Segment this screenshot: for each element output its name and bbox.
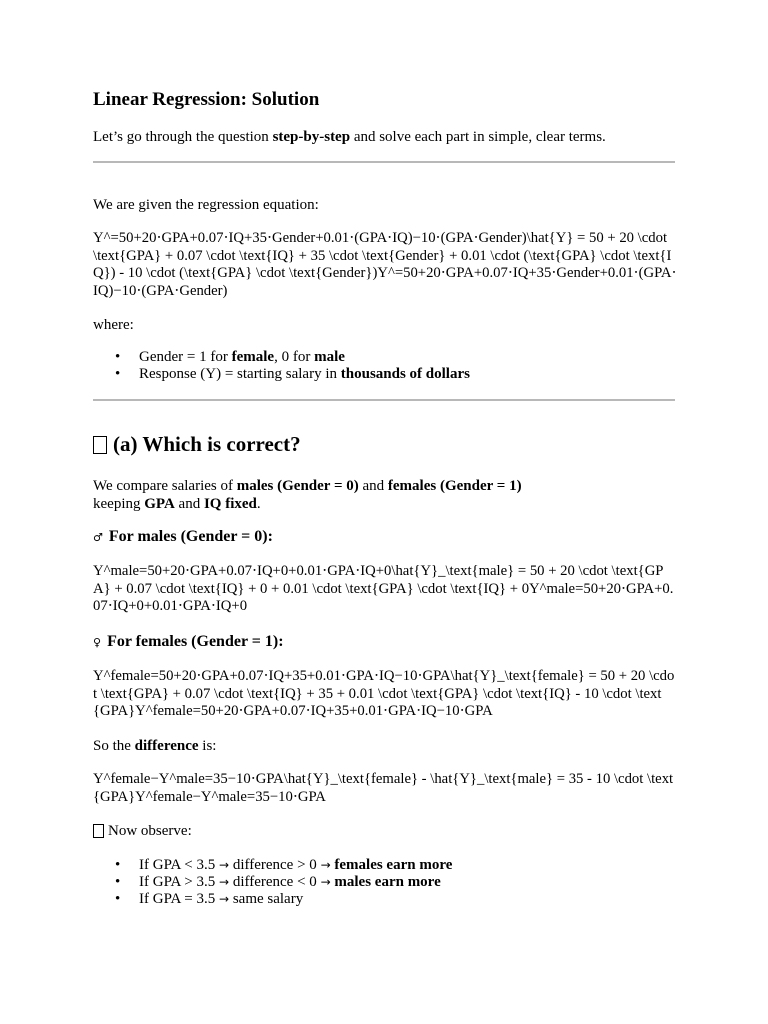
intro-bold: step-by-step: [272, 129, 351, 145]
where-label: where:: [93, 317, 134, 333]
arrow-icon: →: [320, 875, 331, 889]
missing-glyph-icon: [93, 824, 104, 838]
arrow-icon: →: [219, 892, 230, 906]
observe-label: Now observe:: [93, 822, 678, 840]
males-equation: Y^male=50+20⋅GPA+0.07⋅IQ+0+0.01⋅GPA⋅IQ+0\hat{Y}_\text{male} = 50 + 20 \cdot \text{GPA} + 0.07 \cdot \text{IQ} + 0 + 0.01 \cdot \text{GPA} \cdot \text{IQ} + 0Y^male=50+20⋅GPA+0.07⋅IQ+0+0.01⋅GPA⋅IQ+0: [93, 563, 674, 614]
check-box-icon: [93, 436, 107, 454]
difference-equation: Y^female−Y^male=35−10⋅GPA\hat{Y}_\text{female} - \hat{Y}_\text{male} = 35 - 10 \cdot \text{GPA}Y^female−Y^male=35−10⋅GPA: [93, 771, 674, 805]
arrow-icon: →: [320, 858, 331, 872]
male-symbol-icon: ♂: [93, 531, 103, 544]
list-item: • If GPA = 3.5 → same salary: [113, 891, 673, 908]
list-item: • Gender = 1 for female, 0 for male: [113, 349, 673, 366]
female-symbol-icon: ♀: [93, 636, 102, 649]
page-title: Linear Regression: Solution: [93, 89, 320, 110]
arrow-icon: →: [219, 875, 230, 889]
males-heading: ♂ For males (Gender = 0):: [93, 528, 273, 545]
divider: [93, 161, 675, 163]
observations-list: [113, 857, 673, 908]
compare-paragraph: We compare salaries of males (Gender = 0) and females (Gender = 1) keeping GPA and IQ fixed.: [93, 478, 522, 513]
difference-label: So the difference is:: [93, 738, 217, 754]
section-heading-a: (a) Which is correct?: [93, 432, 678, 458]
intro-text: Let’s go through the question: [93, 129, 273, 145]
arrow-icon: →: [219, 858, 230, 872]
intro-text-end: and solve each part in simple, clear terms.: [350, 129, 606, 145]
females-heading: ♀ For females (Gender = 1):: [93, 633, 284, 650]
list-item: • If GPA > 3.5 → difference < 0 → males earn more: [113, 874, 673, 891]
divider: [93, 399, 675, 401]
list-item: • Response (Y) = starting salary in thousands of dollars: [113, 366, 673, 383]
intro-paragraph: [93, 128, 678, 146]
regression-equation: Y^=50+20⋅GPA+0.07⋅IQ+35⋅Gender+0.01⋅(GPA⋅IQ)−10⋅(GPA⋅Gender)\hat{Y} = 50 + 20 \cdot \text{GPA} + 0.07 \cdot \text{IQ} + 35 \cdot \text{Gender} + 0.01 \cdot (\text{GPA} \cdot \text{IQ}) - 10 \cdot (\text{GPA} \cdot \text{Gender})Y^=50+20⋅GPA+0.07⋅IQ+35⋅Gender+0.01⋅(GPA⋅IQ)−10⋅(GPA⋅Gender): [93, 230, 677, 299]
list-item: • If GPA < 3.5 → difference > 0 → females earn more: [113, 857, 673, 874]
females-equation: Y^female=50+20⋅GPA+0.07⋅IQ+35+0.01⋅GPA⋅IQ−10⋅GPA\hat{Y}_\text{female} = 50 + 20 \cdot \text{GPA} + 0.07 \cdot \text{IQ} + 35 + 0.01 \cdot \text{GPA} \cdot \text{IQ} - 10 \cdot \text{GPA}Y^female=50+20⋅GPA+0.07⋅IQ+35+0.01⋅GPA⋅IQ−10⋅GPA: [93, 668, 675, 719]
definitions-list: [113, 349, 673, 383]
given-text: We are given the regression equation:: [93, 197, 319, 213]
